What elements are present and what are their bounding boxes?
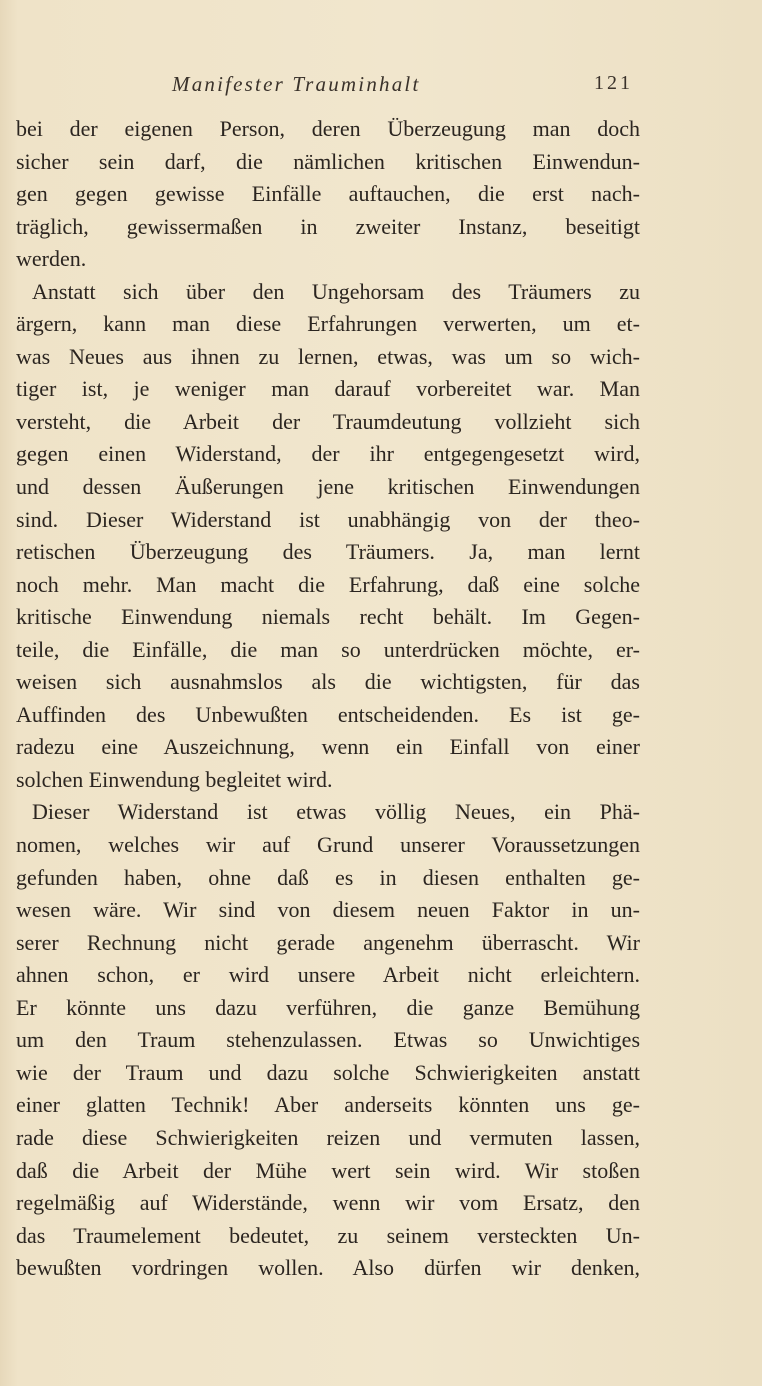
text-line: träglich, gewissermaßen in zweiter Instanz, beseitigt bbox=[16, 213, 640, 239]
text-line: kritische Einwendung niemals recht behält. Im Gegen- bbox=[16, 604, 640, 630]
text-line: wesen wäre. Wir sind von diesem neuen Faktor in un- bbox=[16, 897, 640, 923]
text-line: nomen, welches wir auf Grund unserer Voraussetzungen bbox=[16, 832, 640, 858]
text-line: sicher sein darf, die nämlichen kritischen Einwendun- bbox=[16, 148, 640, 174]
text-line: teile, die Einfälle, die man so unterdrücken möchte, er- bbox=[16, 636, 640, 662]
text-line: tiger ist, je weniger man darauf vorbereitet war. Man bbox=[16, 376, 640, 402]
text-line: um den Traum stehenzulassen. Etwas so Unwichtiges bbox=[16, 1027, 640, 1053]
text-line: versteht, die Arbeit der Traumdeutung vollzieht sich bbox=[16, 408, 640, 434]
text-line: bei der eigenen Person, deren Überzeugung man doch bbox=[16, 116, 640, 141]
text-line: das Traumelement bedeutet, zu seinem versteckten Un- bbox=[16, 1222, 640, 1248]
body-text bbox=[16, 113, 640, 1285]
running-title: Manifester Trauminhalt bbox=[172, 72, 421, 96]
text-line: bewußten vordringen wollen. Also dürfen wir denken, bbox=[16, 1255, 640, 1281]
text-line: weisen sich ausnahmslos als die wichtigsten, für das bbox=[16, 669, 640, 695]
text-line: daß die Arbeit der Mühe wert sein wird. Wir stoßen bbox=[16, 1157, 640, 1183]
text-line: einer glatten Technik! Aber anderseits könnten uns ge- bbox=[16, 1092, 640, 1118]
text-line: werden. bbox=[16, 246, 87, 272]
text-line: und dessen Äußerungen jene kritischen Einwendungen bbox=[16, 474, 640, 500]
text-line: solchen Einwendung begleitet wird. bbox=[16, 766, 333, 792]
text-line: sind. Dieser Widerstand ist unabhängig von der theo- bbox=[16, 506, 640, 532]
text-line: gefunden haben, ohne daß es in diesen enthalten ge- bbox=[16, 864, 640, 890]
text-line: radezu eine Auszeichnung, wenn ein Einfall von einer bbox=[16, 734, 640, 760]
text-line: gegen einen Widerstand, der ihr entgegengesetzt wird, bbox=[16, 441, 640, 467]
running-head bbox=[0, 72, 762, 104]
text-line: Anstatt sich über den Ungehorsam des Träumers zu bbox=[32, 278, 640, 304]
text-line: gen gegen gewisse Einfälle auftauchen, die erst nach- bbox=[16, 181, 640, 207]
text-line: noch mehr. Man macht die Erfahrung, daß eine solche bbox=[16, 571, 640, 597]
text-line: retischen Überzeugung des Träumers. Ja, man lernt bbox=[16, 539, 640, 565]
text-line: serer Rechnung nicht gerade angenehm überrascht. Wir bbox=[16, 929, 640, 955]
text-line: wie der Traum und dazu solche Schwierigkeiten anstatt bbox=[16, 1059, 640, 1085]
text-line: Er könnte uns dazu verführen, die ganze Bemühung bbox=[16, 994, 640, 1020]
text-line: rade diese Schwierigkeiten reizen und vermuten lassen, bbox=[16, 1124, 640, 1150]
text-line: was Neues aus ihnen zu lernen, etwas, was um so wich- bbox=[16, 343, 640, 369]
text-line: Auffinden des Unbewußten entscheidenden. Es ist ge- bbox=[16, 701, 640, 727]
page-number: 121 bbox=[594, 72, 633, 94]
text-line: Dieser Widerstand ist etwas völlig Neues, ein Phä- bbox=[32, 799, 640, 825]
text-line: ärgern, kann man diese Erfahrungen verwerten, um et- bbox=[16, 311, 640, 337]
text-line: ahnen schon, er wird unsere Arbeit nicht erleichtern. bbox=[16, 962, 640, 988]
text-line: regelmäßig auf Widerstände, wenn wir vom Ersatz, den bbox=[16, 1190, 640, 1216]
